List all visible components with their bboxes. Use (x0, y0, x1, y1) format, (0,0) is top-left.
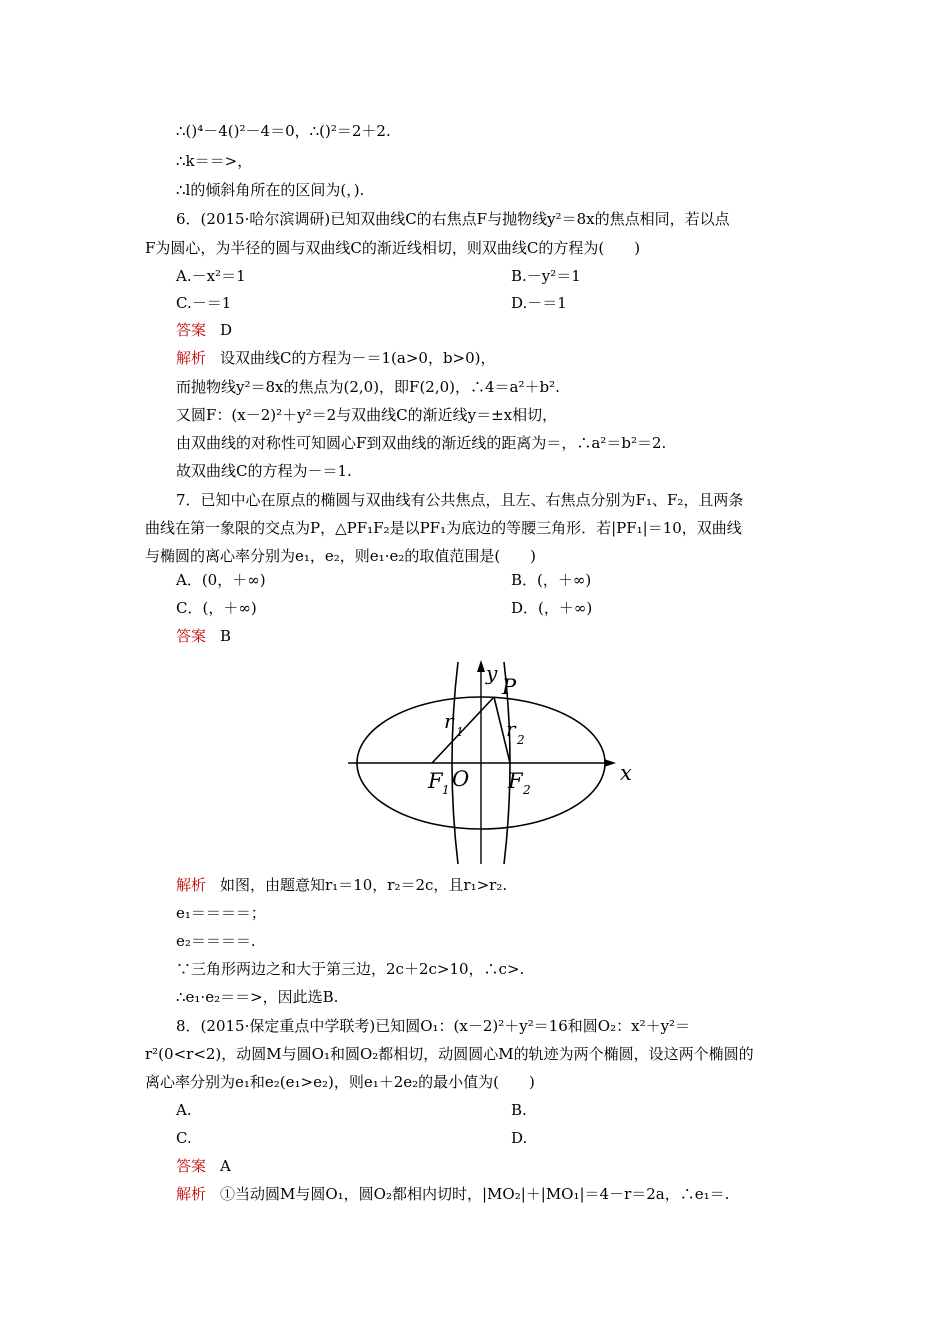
question-7-line-2: 曲线在第一象限的交点为P，△PF₁F₂是以PF₁为底边的等腰三角形．若|PF₁|＝10，双曲线 (145, 519, 742, 537)
label-f2-sub: 2 (523, 783, 531, 797)
label-y: y (486, 661, 498, 685)
q7-answer (176, 626, 231, 646)
q7-option-c: C．(，＋∞) (176, 599, 257, 617)
q8-analysis: 解析 ①当动圆M与圆O₁，圆O₂都相内切时，|MO₂|＋|MO₁|＝4－r＝2a，∴e₁＝. (176, 1185, 730, 1203)
answer-value: B (220, 627, 232, 645)
question-7-line-3: 与椭圆的离心率分别为e₁，e₂，则e₁·e₂的取值范围是( ) (145, 547, 537, 565)
answer-value: A (220, 1157, 231, 1175)
text-line: ∵三角形两边之和大于第三边，2c＋2c>10，∴c>. (176, 960, 525, 978)
text-line: e₁＝＝＝＝； (176, 904, 266, 922)
label-r2: r (506, 717, 516, 741)
analysis-label: 解析 (176, 876, 207, 894)
answer-value: D (220, 321, 233, 339)
y-axis-arrow (477, 660, 485, 672)
q8-option-c: C. (176, 1129, 192, 1147)
analysis-label: 解析 (176, 349, 207, 367)
text-line: ∴e₁·e₂＝＝>，因此选B. (176, 988, 339, 1006)
text-line: 而抛物线y²＝8x的焦点为(2,0)，即F(2,0)，∴4＝a²＋b². (176, 378, 560, 396)
q8-option-a: A. (176, 1101, 192, 1119)
question-8-line-3: 离心率分别为e₁和e₂(e₁>e₂)，则e₁＋2e₂的最小值为( ) (145, 1073, 535, 1091)
question-6-line-1: 6．(2015·哈尔滨调研)已知双曲线C的右焦点F与抛物线y²＝8x的焦点相同，若以点 (176, 210, 730, 228)
q6-option-c: C.－＝1 (176, 294, 232, 312)
label-x: x (620, 761, 632, 785)
q6-option-a: A.－x²＝1 (176, 267, 246, 285)
q6-option-d: D.－＝1 (511, 294, 567, 312)
question-7-line-1: 7．已知中心在原点的椭圆与双曲线有公共焦点，且左、右焦点分别为F₁、F₂，且两条 (176, 491, 744, 509)
q6-analysis: 解析 设双曲线C的方程为－＝1(a>0，b>0)， (176, 349, 496, 367)
q7-option-a: A．(0，＋∞) (176, 571, 266, 589)
answer-label: 答案 (176, 627, 207, 645)
question-8-line-2: r²(0<r<2)，动圆M与圆O₁和圆O₂都相切，动圆圆心M的轨迹为两个椭圆，设这两个椭圆的 (145, 1045, 754, 1063)
label-r1: r (444, 709, 454, 733)
text-line: ∴k＝＝>， (176, 152, 253, 170)
label-f1-sub: 1 (442, 783, 450, 797)
q6-answer (176, 320, 232, 340)
analysis-label: 解析 (176, 1185, 207, 1203)
label-f2: F (508, 769, 523, 793)
ellipse-hyperbola-figure (340, 656, 640, 868)
text-line: ∴l的倾斜角所在的区间为(，). (176, 181, 365, 199)
answer-label: 答案 (176, 321, 207, 339)
label-f1: F (428, 769, 443, 793)
text-line: e₂＝＝＝＝. (176, 932, 256, 950)
question-8-line-1: 8．(2015·保定重点中学联考)已知圆O₁：(x－2)²＋y²＝16和圆O₂：x²＋y²＝ (176, 1017, 691, 1035)
text-line: 由双曲线的对称性可知圆心F到双曲线的渐近线的距离为＝，∴a²＝b²＝2. (176, 434, 667, 452)
q8-option-b: B. (511, 1101, 527, 1119)
label-r1-sub: 1 (456, 725, 464, 739)
q6-option-b: B.－y²＝1 (511, 267, 581, 285)
text-line: 故双曲线C的方程为－＝1. (176, 462, 352, 480)
q7-option-d: D．(，＋∞) (511, 599, 593, 617)
label-o: O (452, 767, 470, 791)
q8-answer (176, 1156, 231, 1176)
q8-option-d: D. (511, 1129, 528, 1147)
question-6-line-2: F为圆心，为半径的圆与双曲线C的渐近线相切，则双曲线C的方程为( ) (145, 239, 641, 257)
answer-label: 答案 (176, 1157, 207, 1175)
label-r2-sub: 2 (517, 733, 525, 747)
text-line: 又圆F：(x－2)²＋y²＝2与双曲线C的渐近线y＝±x相切， (176, 406, 558, 424)
text-line: ∴()⁴－4()²－4＝0，∴()²＝2＋2. (176, 122, 391, 140)
q7-option-b: B．(，＋∞) (511, 571, 592, 589)
label-p: P (502, 675, 517, 699)
q7-analysis: 解析 如图，由题意知r₁＝10，r₂＝2c，且r₁>r₂. (176, 876, 508, 894)
